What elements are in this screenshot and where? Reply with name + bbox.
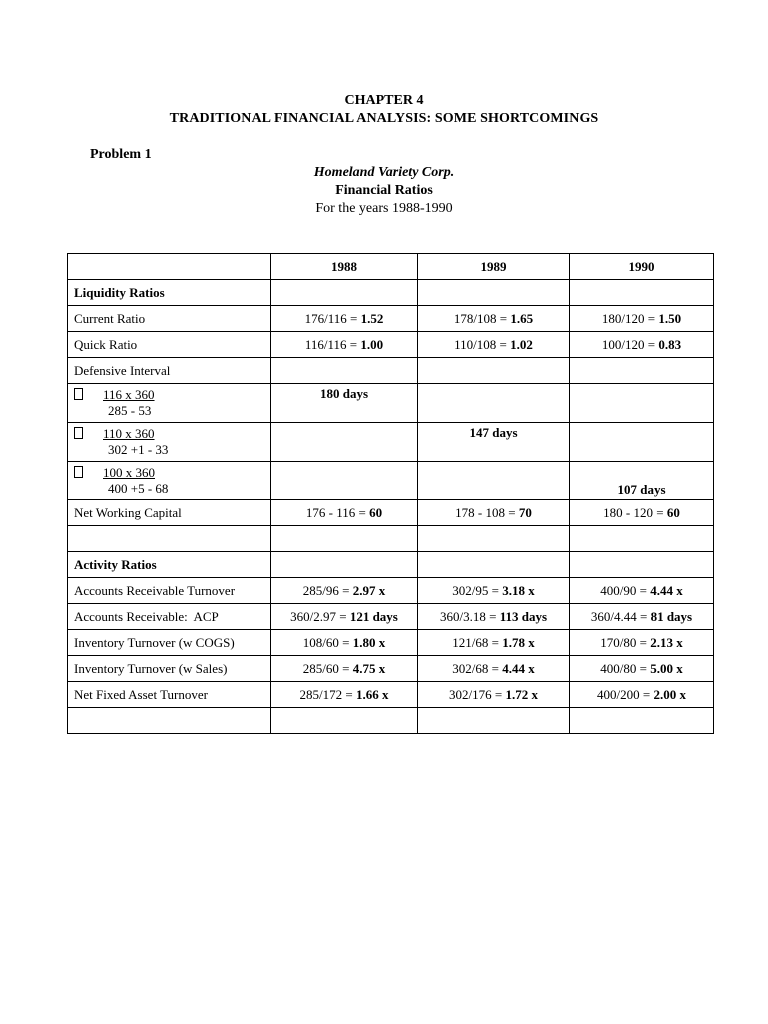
ratio-result: 1.78 x	[502, 634, 535, 650]
ratio-result: 2.97 x	[352, 582, 386, 598]
year-header: 1988	[271, 254, 418, 280]
table-cell	[418, 526, 570, 552]
ratio-cell	[570, 656, 714, 682]
ratio-result: 4.44 x	[650, 582, 683, 598]
ratio-cell	[418, 682, 570, 708]
ratio-calc: 178 - 108 =	[455, 504, 519, 520]
table-cell	[418, 552, 570, 578]
year-header: 1989	[418, 254, 570, 280]
table-row	[68, 462, 714, 500]
ratio-result: 1.02	[510, 336, 533, 352]
ratio-calc: 178/108 =	[453, 310, 511, 326]
ratio-calc: 302/176 =	[449, 686, 506, 702]
table-row	[68, 630, 714, 656]
ratio-cell	[570, 500, 714, 526]
ratio-calc: 176 - 116 =	[305, 504, 370, 520]
ratio-cell	[570, 306, 714, 332]
section-row-liquidity	[68, 280, 714, 306]
ratio-result: 1.65	[510, 310, 534, 326]
ratio-cell	[570, 604, 714, 630]
ratio-result: 0.83	[658, 336, 682, 352]
ratio-cell	[271, 656, 418, 682]
table-cell	[271, 708, 418, 734]
table-cell	[271, 280, 418, 306]
ratio-calc: 302/95 =	[452, 582, 503, 598]
section-label: Activity Ratios	[68, 552, 271, 578]
ratio-result: 1.72 x	[505, 686, 538, 702]
ratio-calc: 360/3.18 =	[439, 608, 500, 624]
formula-denominator: 285 - 53	[108, 403, 152, 418]
ratio-cell	[271, 306, 418, 332]
table-row	[68, 384, 714, 423]
checkbox-glyph-icon	[74, 388, 83, 400]
table-cell	[271, 552, 418, 578]
table-row	[68, 526, 714, 552]
ratio-result: 4.75 x	[352, 660, 386, 676]
ratio-cell	[418, 332, 570, 358]
table-cell	[570, 526, 714, 552]
table-row	[68, 332, 714, 358]
table-cell	[570, 552, 714, 578]
ratio-cell	[271, 332, 418, 358]
table-cell	[418, 384, 570, 423]
table-cell	[68, 708, 271, 734]
ratio-result: 60	[666, 504, 680, 520]
table-cell	[68, 254, 271, 280]
ratio-result: 2.00 x	[653, 686, 686, 702]
formula-denominator: 302 +1 - 33	[108, 442, 169, 457]
report-title: Financial Ratios	[335, 183, 433, 198]
table-header-row	[68, 254, 714, 280]
row-label: Net Fixed Asset Turnover	[68, 682, 271, 708]
ratio-cell	[570, 630, 714, 656]
table-cell	[271, 526, 418, 552]
problem-label: Problem 1	[90, 147, 152, 162]
table-row	[68, 604, 714, 630]
section-label: Liquidity Ratios	[68, 280, 271, 306]
row-label: Net Working Capital	[68, 500, 271, 526]
table-cell	[418, 358, 570, 384]
ratio-cell	[418, 306, 570, 332]
formula-numerator: 100 x 360	[103, 464, 155, 480]
ratio-result: 1.50	[658, 310, 682, 326]
table-cell	[68, 526, 271, 552]
chapter-title: TRADITIONAL FINANCIAL ANALYSIS: SOME SHORTCOMINGS	[169, 111, 599, 126]
checkbox-glyph-icon	[74, 466, 83, 478]
table-row	[68, 423, 714, 462]
table-cell	[570, 708, 714, 734]
ratio-result: 180 days	[271, 384, 418, 423]
table-cell	[570, 280, 714, 306]
formula-cell	[68, 462, 271, 500]
section-row-activity	[68, 552, 714, 578]
ratio-calc: 176/116 =	[304, 310, 361, 326]
ratio-cell	[570, 578, 714, 604]
ratio-calc: 400/200 =	[597, 686, 654, 702]
chapter-heading: CHAPTER 4	[344, 93, 424, 108]
table-cell	[570, 423, 714, 462]
row-label: Defensive Interval	[68, 358, 271, 384]
ratio-cell	[271, 604, 418, 630]
table-row	[68, 682, 714, 708]
ratio-result: 113 days	[499, 608, 548, 624]
ratio-result: 1.66 x	[355, 686, 389, 702]
table-row	[68, 500, 714, 526]
ratio-cell	[570, 332, 714, 358]
ratio-cell	[271, 578, 418, 604]
table-cell	[271, 423, 418, 462]
ratio-result: 70	[518, 504, 532, 520]
ratio-result: 81 days	[650, 608, 693, 624]
ratio-calc: 108/60 =	[302, 634, 353, 650]
ratio-calc: 285/60 =	[302, 660, 353, 676]
ratio-cell	[271, 500, 418, 526]
ratio-result: 60	[369, 504, 383, 520]
ratio-calc: 360/2.97 =	[290, 608, 350, 624]
table-row	[68, 578, 714, 604]
ratio-calc: 180 - 120 =	[603, 504, 667, 520]
ratio-result: 121 days	[349, 608, 398, 624]
ratio-calc: 170/80 =	[600, 634, 651, 650]
table-cell	[418, 708, 570, 734]
ratio-result: 3.18 x	[502, 582, 535, 598]
ratio-calc: 360/4.44 =	[590, 608, 651, 624]
table-cell	[570, 358, 714, 384]
ratio-cell	[570, 682, 714, 708]
ratio-result: 4.44 x	[502, 660, 535, 676]
row-label: Accounts Receivable Turnover	[68, 578, 271, 604]
ratio-cell	[418, 604, 570, 630]
ratio-calc: 400/90 =	[600, 582, 651, 598]
ratio-calc: 302/68 =	[452, 660, 503, 676]
table-cell	[418, 280, 570, 306]
ratio-cell	[418, 578, 570, 604]
formula-cell	[68, 384, 271, 423]
formula-cell	[68, 423, 271, 462]
row-label: Accounts Receivable: ACP	[68, 604, 271, 630]
ratio-result: 2.13 x	[650, 634, 683, 650]
table-cell	[271, 462, 418, 500]
checkbox-glyph-icon	[74, 427, 83, 439]
row-label: Inventory Turnover (w COGS)	[68, 630, 271, 656]
row-label: Inventory Turnover (w Sales)	[68, 656, 271, 682]
ratio-calc: 110/108 =	[454, 336, 511, 352]
ratio-cell	[418, 500, 570, 526]
ratio-cell	[418, 656, 570, 682]
row-label: Quick Ratio	[68, 332, 271, 358]
table-row	[68, 656, 714, 682]
table-row	[68, 708, 714, 734]
ratio-calc: 121/68 =	[452, 634, 503, 650]
table-cell	[570, 384, 714, 423]
year-header: 1990	[570, 254, 714, 280]
table-cell	[418, 462, 570, 500]
ratio-calc: 285/96 =	[302, 582, 353, 598]
ratio-result: 1.52	[360, 310, 384, 326]
ratio-calc: 400/80 =	[600, 660, 651, 676]
ratio-result: 107 days	[570, 462, 714, 500]
table-row	[68, 358, 714, 384]
formula-denominator: 400 +5 - 68	[108, 480, 169, 496]
ratio-calc: 180/120 =	[601, 310, 659, 326]
ratio-result: 5.00 x	[650, 660, 683, 676]
ratio-result: 1.00	[360, 336, 384, 352]
ratio-result: 147 days	[418, 423, 570, 462]
company-name: Homeland Variety Corp.	[313, 165, 455, 180]
ratio-calc: 100/120 =	[601, 336, 659, 352]
ratio-cell	[418, 630, 570, 656]
ratio-calc: 116/116 =	[304, 336, 361, 352]
table-cell	[271, 358, 418, 384]
formula-numerator: 110 x 360	[103, 426, 155, 441]
row-label: Current Ratio	[68, 306, 271, 332]
financial-ratios-table	[67, 253, 714, 734]
ratio-cell	[271, 630, 418, 656]
table-row	[68, 306, 714, 332]
ratio-calc: 285/172 =	[299, 686, 356, 702]
ratio-result: 1.80 x	[352, 634, 386, 650]
ratio-cell	[271, 682, 418, 708]
formula-numerator: 116 x 360	[103, 387, 155, 402]
report-period: For the years 1988-1990	[315, 201, 453, 216]
